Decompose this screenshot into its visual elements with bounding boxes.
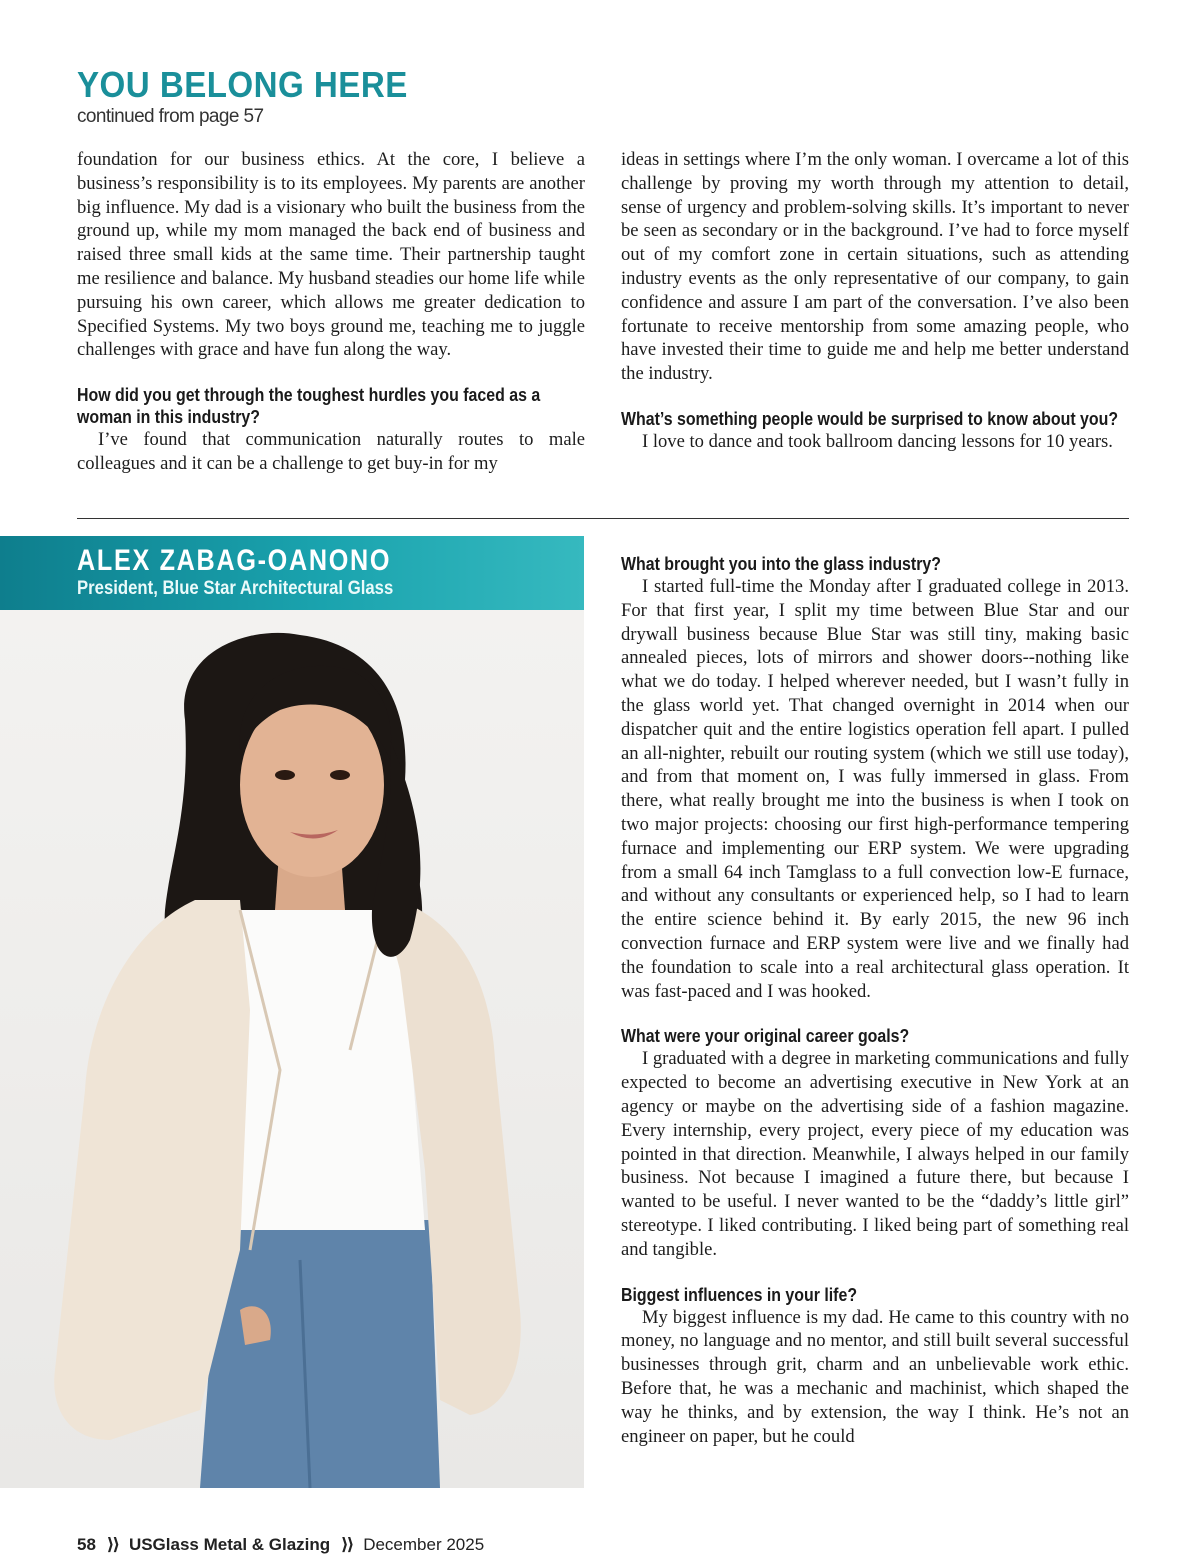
- bottom-right-column: [621, 553, 1129, 1448]
- magazine-name: USGlass Metal & Glazing: [128, 1535, 331, 1554]
- section-kicker: YOU BELONG HERE: [77, 64, 408, 105]
- profile-photo: [0, 610, 584, 1488]
- page-footer: [77, 1535, 484, 1555]
- issue-date: December 2025: [363, 1535, 485, 1554]
- page-number: 58: [77, 1535, 96, 1554]
- paragraph: My biggest influence is my dad. He came to this country with no money, no language and no mentor, and still built several successful businesses through grit, charm and an unbelievable work ethic. Before that, he was a mechanic and machinist, which shaped the way he thinks, and by extension, the way I think. He’s not an engineer on paper, but he could: [621, 1306, 1129, 1447]
- footer-separator: ⟩⟩: [106, 1535, 119, 1554]
- question-heading: How did you get through the toughest hurdles you faced as a woman in this industry?: [77, 384, 541, 428]
- paragraph: I’ve found that communication naturally routes to male colleagues and it can be a challenge to get buy-in for my: [77, 429, 585, 474]
- section-divider: [77, 518, 1129, 519]
- paragraph: I love to dance and took ballroom dancing lessons for 10 years.: [642, 430, 1113, 452]
- continued-note: continued from page 57: [77, 106, 264, 127]
- top-left-column: [77, 148, 585, 476]
- paragraph: I graduated with a degree in marketing communications and fully expected to become an advertising executive in New York at an agency or maybe on the advertising side of a fashion magazine. Every internship, every project, every piece of my education was pointed in that direction. Meanwhile, I always helped in our family business. Not because I imagined a future there, but because I wanted to be useful. I never wanted to be the “daddy’s little girl” stereotype. I liked contributing. I liked being part of something real and tangible.: [621, 1048, 1129, 1260]
- footer-separator: ⟩⟩: [340, 1535, 353, 1554]
- profile-title: President, Blue Star Architectural Glass: [77, 578, 394, 599]
- question-heading: What were your original career goals?: [621, 1025, 910, 1047]
- top-right-column: [621, 148, 1129, 454]
- portrait-illustration: [0, 610, 584, 1488]
- question-heading: What’s something people would be surprised to know about you?: [621, 407, 1119, 429]
- profile-name: ALEX ZABAG-OANONO: [77, 544, 392, 577]
- paragraph: foundation for our business ethics. At the core, I believe a business’s responsibility is to its employees. My parents are another big influence. My dad is a visionary who built the business from the ground up, while my mom managed the back end of business and raised three small kids at the same time. Their partnership taught me resilience and balance. My husband steadies our home life while pursuing his own career, which allows me greater dedication to Specified Systems. My two boys ground me, teaching me to juggle challenges with grace and have fun along the way.: [77, 149, 585, 361]
- question-heading: What brought you into the glass industry?: [621, 553, 941, 574]
- question-heading: Biggest influences in your life?: [621, 1283, 858, 1305]
- paragraph: I started full-time the Monday after I graduated college in 2013. For that first year, I split my time between Blue Star and our drywall business because Blue Star was still tiny, making basic annealed pieces, lots of mirrors and shower doors--nothing like what we do today. I helped wherever needed, but I wasn’t fully in the glass world yet. That changed overnight in 2014 when our dispatcher quit and the entire logistics operation fell apart. I pulled an all-nighter, rebuilt our routing system (which we still use today), and from that moment on, I was fully immersed in glass. From there, what really brought me into the business is when I took on two major projects: choosing our first high-performance tempering furnace and implementing our ERP system. We were upgrading from a small 64 inch Tamglass to a full convection low-E furnace, and without any consultants or experienced help, so I had to learn the entire science behind it. By early 2015, the new 96 inch convection furnace and ERP system were live and we finally had the foundation to scale into a real architectural glass operation. It was fast-paced and I was hooked.: [621, 576, 1129, 1002]
- profile-banner: [0, 536, 584, 610]
- paragraph: ideas in settings where I’m the only woman. I overcame a lot of this challenge by proving my worth through my attention to detail, sense of urgency and problem-solving skills. It’s important to never be seen as secondary or in the background. I’ve had to force myself out of my comfort zone in certain situations, such as attending industry events as the only representative of our company, to gain confidence and assure I am part of the conversation. I’ve also been fortunate to receive mentorship from some amazing people, who have invested their time to guide me and help me better understand the industry.: [621, 149, 1129, 385]
